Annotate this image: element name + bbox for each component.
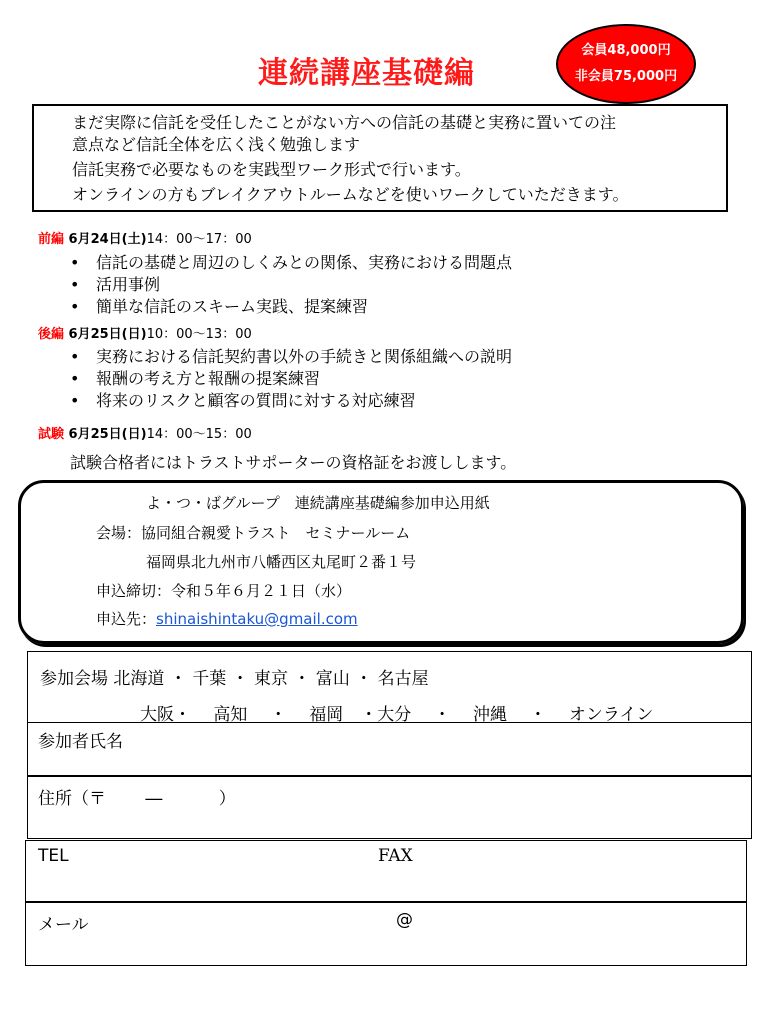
intro-line-2: 意点など信託全体を広く浅く勉強します xyxy=(72,135,361,154)
session1-topics xyxy=(64,252,512,318)
mail-field-label: メール xyxy=(38,915,89,935)
session1-header xyxy=(38,228,252,247)
name-field-label: 参加者氏名 xyxy=(38,732,123,752)
session1-time: 14：00〜17：00 xyxy=(146,232,252,247)
list-item: • 活用事例 xyxy=(64,274,512,296)
list-item: • 報酬の考え方と報酬の提案練習 xyxy=(64,368,512,390)
member-price: 会員48,000円 xyxy=(581,43,671,58)
list-item: • 簡単な信託のスキーム実践、提案練習 xyxy=(64,296,512,318)
page-title: 連続講座基礎編 xyxy=(258,56,475,91)
venue-options-line-2: 大阪・ 高知 ・ 福岡 ・大分 ・ 沖縄 ・ オンライン xyxy=(140,705,654,725)
intro-line-4: オンラインの方もブレイクアウトルームなどを使いワークしていただきます。 xyxy=(72,185,629,204)
form-row-mail[interactable] xyxy=(25,902,747,966)
session2-topics xyxy=(64,346,512,412)
application-contact xyxy=(96,608,358,629)
application-address: 福岡県北九州市八幡西区丸尾町２番１号 xyxy=(146,553,417,571)
form-row-name[interactable] xyxy=(27,722,752,776)
application-heading: よ・つ・ばグループ 連続講座基礎編参加申込用紙 xyxy=(146,494,490,512)
address-field-label: 住所（〒 ― ） xyxy=(38,789,236,809)
at-sign: @ xyxy=(396,910,413,930)
exam-header xyxy=(38,423,252,442)
intro-box xyxy=(32,104,728,212)
session2-label: 後編 xyxy=(38,327,65,342)
fax-field-label: FAX xyxy=(378,846,413,866)
list-item: • 信託の基礎と周辺のしくみとの関係、実務における問題点 xyxy=(64,252,512,274)
intro-line-3: 信託実務で必要なものを実践型ワーク形式で行います。 xyxy=(72,160,471,179)
exam-date: 6月25日(日) xyxy=(68,427,147,442)
exam-time: 14：00〜15：00 xyxy=(146,427,252,442)
exam-note: 試験合格者にはトラストサポーターの資格証をお渡しします。 xyxy=(70,453,517,472)
list-item: • 実務における信託契約書以外の手続きと関係組織への説明 xyxy=(64,346,512,368)
list-item: • 将来のリスクと顧客の質問に対する対応練習 xyxy=(64,390,512,412)
application-venue: 会場：協同組合親愛トラスト セミナールーム xyxy=(96,524,411,542)
exam-label: 試験 xyxy=(38,427,65,442)
session2-date: 6月25日(日) xyxy=(68,327,147,342)
intro-line-1: まだ実際に信託を受任したことがない方への信託の基礎と実務に置いての注 xyxy=(72,113,617,132)
tel-field-label: TEL xyxy=(38,846,69,866)
contact-email-link[interactable]: shinaishintaku@gmail.com xyxy=(156,610,358,628)
session1-date: 6月24日(土) xyxy=(68,232,147,247)
session2-header xyxy=(38,323,252,342)
venue-options-line-1: 参加会場 北海道 ・ 千葉 ・ 東京 ・ 富山 ・ 名古屋 xyxy=(40,669,429,689)
application-deadline: 申込締切：令和５年６月２１日（水） xyxy=(96,582,352,600)
non-member-price: 非会員75,000円 xyxy=(574,69,678,84)
contact-label: 申込先： xyxy=(96,610,157,628)
session2-time: 10：00〜13：00 xyxy=(146,327,252,342)
session1-label: 前編 xyxy=(38,232,65,247)
price-badge xyxy=(556,24,696,104)
